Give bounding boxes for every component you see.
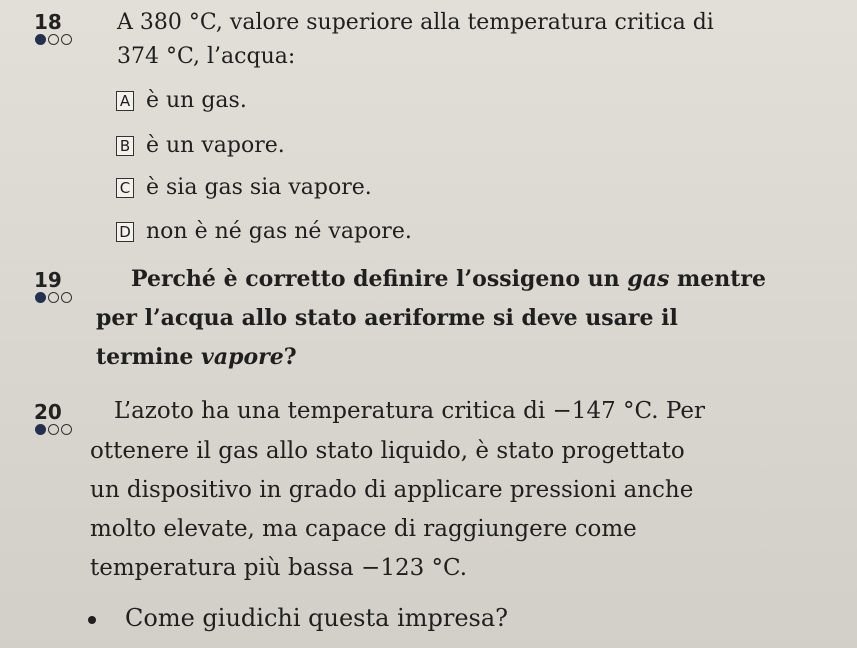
- empty-dot-icon: [48, 424, 59, 435]
- text-segment: termine: [96, 344, 202, 370]
- text-segment: ?: [283, 344, 297, 370]
- question-text-line: per l’acqua allo stato aeriforme si deve usare il: [96, 305, 678, 331]
- question-number: 20: [34, 400, 62, 424]
- question-text-line: 374 °C, l’acqua:: [117, 44, 296, 69]
- bullet-icon: [88, 616, 96, 624]
- filled-dot-icon: [35, 34, 46, 45]
- option-text: non è né gas né vapore.: [146, 219, 412, 244]
- question-text-line: [131, 268, 766, 290]
- difficulty-dots: [35, 424, 72, 435]
- empty-dot-icon: [48, 34, 59, 45]
- question-20: [0, 394, 857, 648]
- question-18: [0, 0, 857, 260]
- option-letter: D: [116, 222, 134, 242]
- option-text: è sia gas sia vapore.: [146, 175, 372, 200]
- question-text-line: temperatura più bassa −123 °C.: [90, 555, 468, 581]
- option-b[interactable]: [116, 133, 285, 158]
- difficulty-dots: [35, 292, 72, 303]
- question-number: 18: [34, 10, 62, 34]
- difficulty-dots: [35, 34, 72, 45]
- empty-dot-icon: [61, 34, 72, 45]
- question-number: 19: [34, 268, 62, 292]
- bullet-question: Come giudichi questa impresa?: [125, 604, 509, 632]
- italic-term: vapore: [201, 344, 284, 370]
- question-text-line: L’azoto ha una temperatura critica di −147 °C. Per: [114, 398, 705, 424]
- text-segment: Perché è corretto definire l’ossigeno un: [131, 266, 628, 292]
- question-text-line: ottenere il gas allo stato liquido, è stato progettato: [90, 438, 685, 464]
- option-text: è un gas.: [146, 88, 247, 113]
- italic-term: gas: [627, 266, 670, 292]
- option-c[interactable]: [116, 175, 372, 200]
- option-text: è un vapore.: [146, 133, 285, 158]
- question-text-line: un dispositivo in grado di applicare pressioni anche: [90, 477, 694, 503]
- option-letter: A: [116, 91, 134, 111]
- question-text-line: [96, 346, 297, 368]
- question-text-line: A 380 °C, valore superiore alla temperatura critica di: [117, 10, 714, 35]
- question-19: [0, 262, 857, 382]
- option-letter: C: [116, 178, 134, 198]
- empty-dot-icon: [61, 424, 72, 435]
- question-text-line: molto elevate, ma capace di raggiungere come: [90, 516, 637, 542]
- option-letter: B: [116, 136, 134, 156]
- empty-dot-icon: [48, 292, 59, 303]
- text-segment: mentre: [669, 266, 767, 292]
- option-a[interactable]: [116, 88, 247, 113]
- option-d[interactable]: [116, 219, 412, 244]
- empty-dot-icon: [61, 292, 72, 303]
- filled-dot-icon: [35, 292, 46, 303]
- filled-dot-icon: [35, 424, 46, 435]
